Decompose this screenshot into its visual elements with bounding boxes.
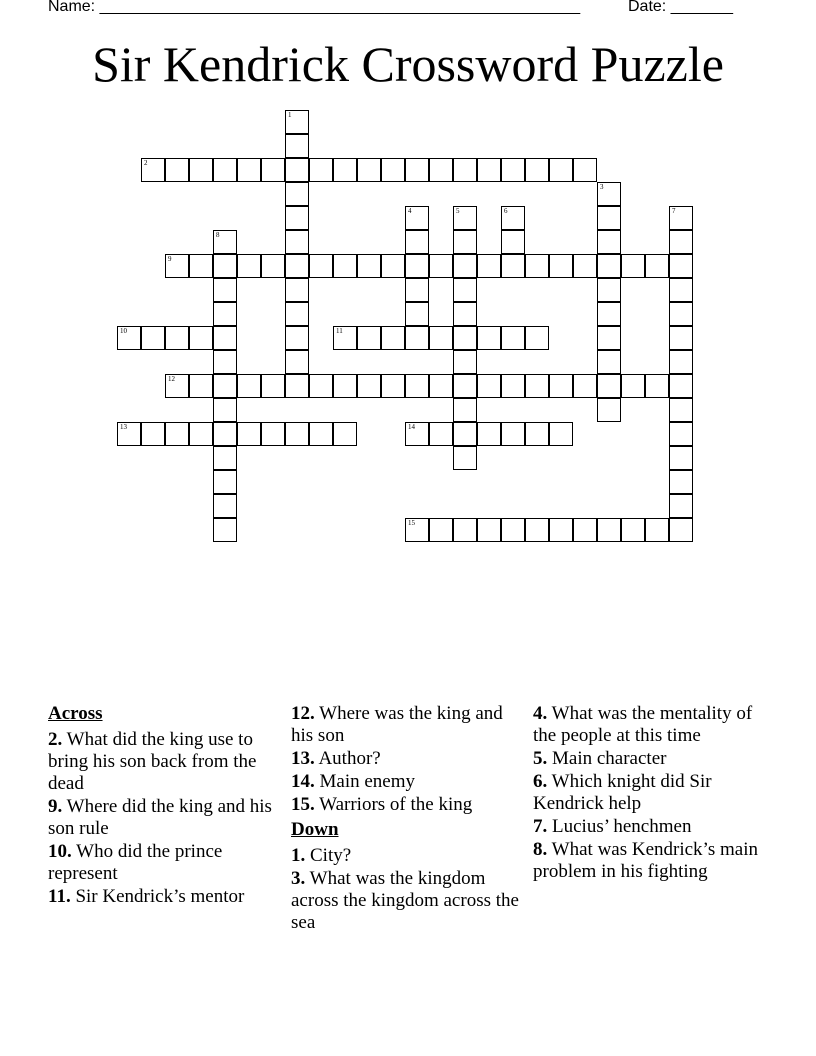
crossword-cell[interactable] <box>525 326 549 350</box>
crossword-cell[interactable] <box>501 206 525 230</box>
clues-column-1 <box>48 703 278 909</box>
crossword-cell[interactable] <box>573 254 597 278</box>
crossword-cell[interactable] <box>333 254 357 278</box>
crossword-cell[interactable] <box>621 374 645 398</box>
crossword-cell[interactable] <box>573 518 597 542</box>
crossword-cell[interactable] <box>357 374 381 398</box>
crossword-cell[interactable] <box>165 158 189 182</box>
crossword-cell[interactable] <box>213 302 237 326</box>
crossword-cell[interactable] <box>669 302 693 326</box>
crossword-cell[interactable] <box>189 374 213 398</box>
crossword-cell[interactable] <box>213 470 237 494</box>
crossword-cell[interactable] <box>117 326 141 350</box>
across-heading: Across <box>48 703 103 724</box>
crossword-cell[interactable] <box>597 302 621 326</box>
crossword-cell[interactable] <box>405 518 429 542</box>
crossword-cell[interactable] <box>525 374 549 398</box>
clue-number: 10 <box>120 327 127 335</box>
crossword-cell[interactable] <box>669 350 693 374</box>
clue-down-5: 5. Main character <box>533 748 667 769</box>
crossword-cell[interactable] <box>645 374 669 398</box>
crossword-cell[interactable] <box>165 254 189 278</box>
crossword-cell[interactable] <box>549 422 573 446</box>
crossword-cell[interactable] <box>333 158 357 182</box>
crossword-cell[interactable] <box>429 518 453 542</box>
crossword-cell[interactable] <box>213 326 237 350</box>
crossword-cell[interactable] <box>165 326 189 350</box>
clue-number: 8 <box>216 231 220 239</box>
crossword-cell[interactable] <box>285 254 309 278</box>
crossword-cell[interactable] <box>501 422 525 446</box>
crossword-cell[interactable] <box>405 302 429 326</box>
crossword-cell[interactable] <box>669 374 693 398</box>
crossword-cell[interactable] <box>285 350 309 374</box>
crossword-cell[interactable] <box>357 326 381 350</box>
crossword-cell[interactable] <box>477 374 501 398</box>
crossword-cell[interactable] <box>381 158 405 182</box>
clue-number: 6 <box>504 207 508 215</box>
crossword-cell[interactable] <box>165 422 189 446</box>
clue-number: 13 <box>120 423 127 431</box>
crossword-cell[interactable] <box>597 350 621 374</box>
crossword-cell[interactable] <box>237 158 261 182</box>
crossword-cell[interactable] <box>477 158 501 182</box>
crossword-cell[interactable] <box>669 494 693 518</box>
crossword-cell[interactable] <box>213 350 237 374</box>
crossword-cell[interactable] <box>669 278 693 302</box>
page-title: Sir Kendrick Crossword Puzzle <box>92 36 724 92</box>
crossword-cell[interactable] <box>189 422 213 446</box>
crossword-cell[interactable] <box>597 182 621 206</box>
crossword-cell[interactable] <box>237 422 261 446</box>
crossword-cell[interactable] <box>333 326 357 350</box>
crossword-cell[interactable] <box>285 134 309 158</box>
down-heading: Down <box>291 819 339 840</box>
clue-across-12: 12. Where was the king and his son <box>291 703 503 746</box>
clue-across-15: 15. Warriors of the king <box>291 794 473 815</box>
clue-number: 7 <box>672 207 676 215</box>
crossword-cell[interactable] <box>261 254 285 278</box>
clue-number: 15 <box>408 519 415 527</box>
crossword-cell[interactable] <box>453 350 477 374</box>
crossword-cell[interactable] <box>453 230 477 254</box>
crossword-cell[interactable] <box>669 326 693 350</box>
crossword-cell[interactable] <box>453 254 477 278</box>
crossword-cell[interactable] <box>597 230 621 254</box>
crossword-cell[interactable] <box>669 470 693 494</box>
crossword-cell[interactable] <box>453 326 477 350</box>
crossword-cell[interactable] <box>669 446 693 470</box>
crossword-cell[interactable] <box>213 518 237 542</box>
clue-number: 11 <box>336 327 343 335</box>
crossword-cell[interactable] <box>189 254 213 278</box>
crossword-cell[interactable] <box>309 374 333 398</box>
crossword-cell[interactable] <box>501 230 525 254</box>
crossword-cell[interactable] <box>525 254 549 278</box>
crossword-cell[interactable] <box>261 422 285 446</box>
clue-down-3: 3. What was the kingdom across the kingdom across the sea <box>291 868 519 933</box>
crossword-cell[interactable] <box>453 518 477 542</box>
crossword-cell[interactable] <box>477 518 501 542</box>
crossword-cell[interactable] <box>309 254 333 278</box>
clue-across-14: 14. Main enemy <box>291 771 416 792</box>
crossword-cell[interactable] <box>501 158 525 182</box>
crossword-cell[interactable] <box>453 446 477 470</box>
clue-across-9: 9. Where did the king and his son rule <box>48 796 272 839</box>
crossword-cell[interactable] <box>429 254 453 278</box>
crossword-cell[interactable] <box>285 230 309 254</box>
crossword-cell[interactable] <box>405 158 429 182</box>
clues-column-2 <box>291 703 521 935</box>
crossword-cell[interactable] <box>669 398 693 422</box>
clue-across-10: 10. Who did the prince represent <box>48 841 223 884</box>
crossword-cell[interactable] <box>213 374 237 398</box>
crossword-cell[interactable] <box>597 326 621 350</box>
crossword-cell[interactable] <box>669 254 693 278</box>
crossword-cell[interactable] <box>237 374 261 398</box>
crossword-cell[interactable] <box>453 302 477 326</box>
clues-column-3 <box>533 703 773 884</box>
name-field-label: Name: ______________________________________________________ <box>48 0 581 15</box>
crossword-cell[interactable] <box>381 326 405 350</box>
crossword-cell[interactable] <box>285 326 309 350</box>
crossword-cell[interactable] <box>453 278 477 302</box>
crossword-cell[interactable] <box>285 374 309 398</box>
crossword-cell[interactable] <box>501 374 525 398</box>
crossword-cell[interactable] <box>381 254 405 278</box>
crossword-cell[interactable] <box>573 374 597 398</box>
crossword-cell[interactable] <box>597 518 621 542</box>
crossword-cell[interactable] <box>141 326 165 350</box>
crossword-cell[interactable] <box>165 374 189 398</box>
crossword-cell[interactable] <box>285 110 309 134</box>
crossword-cell[interactable] <box>405 206 429 230</box>
clue-number: 9 <box>168 255 172 263</box>
crossword-cell[interactable] <box>213 398 237 422</box>
crossword-cell[interactable] <box>525 518 549 542</box>
crossword-cell[interactable] <box>285 158 309 182</box>
clue-across-13: 13. Author? <box>291 748 381 769</box>
crossword-cell[interactable] <box>405 326 429 350</box>
crossword-cell[interactable] <box>453 422 477 446</box>
crossword-cell[interactable] <box>285 422 309 446</box>
crossword-cell[interactable] <box>453 374 477 398</box>
crossword-cell[interactable] <box>213 254 237 278</box>
clue-number: 2 <box>144 159 148 167</box>
crossword-cell[interactable] <box>549 158 573 182</box>
crossword-cell[interactable] <box>669 206 693 230</box>
crossword-cell[interactable] <box>117 422 141 446</box>
crossword-cell[interactable] <box>669 518 693 542</box>
crossword-cell[interactable] <box>429 158 453 182</box>
crossword-cell[interactable] <box>237 254 261 278</box>
clue-down-7: 7. Lucius’ henchmen <box>533 816 692 837</box>
crossword-cell[interactable] <box>621 254 645 278</box>
clue-down-8: 8. What was Kendrick’s main problem in his fighting <box>533 839 758 882</box>
clue-number: 5 <box>456 207 460 215</box>
clue-number: 1 <box>288 111 292 119</box>
crossword-cell[interactable] <box>501 326 525 350</box>
clue-down-6: 6. Which knight did Sir Kendrick help <box>533 771 712 814</box>
crossword-cell[interactable] <box>597 278 621 302</box>
crossword-cell[interactable] <box>429 326 453 350</box>
crossword-cell[interactable] <box>357 158 381 182</box>
crossword-cell[interactable] <box>525 422 549 446</box>
clue-down-1: 1. City? <box>291 845 352 866</box>
crossword-cell[interactable] <box>429 374 453 398</box>
crossword-cell[interactable] <box>549 518 573 542</box>
crossword-cell[interactable] <box>405 374 429 398</box>
crossword-cell[interactable] <box>141 422 165 446</box>
clue-number: 14 <box>408 423 415 431</box>
crossword-cell[interactable] <box>621 518 645 542</box>
clue-number: 12 <box>168 375 175 383</box>
crossword-cell[interactable] <box>645 254 669 278</box>
crossword-cell[interactable] <box>501 518 525 542</box>
crossword-cell[interactable] <box>213 158 237 182</box>
crossword-cell[interactable] <box>453 398 477 422</box>
crossword-cell[interactable] <box>213 422 237 446</box>
crossword-cell[interactable] <box>189 158 213 182</box>
crossword-cell[interactable] <box>357 254 381 278</box>
clue-across-11: 11. Sir Kendrick’s mentor <box>48 886 245 907</box>
crossword-cell[interactable] <box>573 158 597 182</box>
crossword-cell[interactable] <box>597 254 621 278</box>
crossword-cell[interactable] <box>333 422 357 446</box>
crossword-cell[interactable] <box>477 422 501 446</box>
crossword-cell[interactable] <box>477 326 501 350</box>
clue-number: 3 <box>600 183 604 191</box>
clue-across-2: 2. What did the king use to bring his son back from the dead <box>48 729 257 794</box>
crossword-cell[interactable] <box>453 158 477 182</box>
crossword-cell[interactable] <box>333 374 357 398</box>
crossword-cell[interactable] <box>141 158 165 182</box>
crossword-cell[interactable] <box>453 206 477 230</box>
crossword-cell[interactable] <box>645 518 669 542</box>
crossword-cell[interactable] <box>429 422 453 446</box>
crossword-cell[interactable] <box>525 158 549 182</box>
crossword-cell[interactable] <box>549 254 573 278</box>
crossword-cell[interactable] <box>405 254 429 278</box>
crossword-cell[interactable] <box>309 422 333 446</box>
crossword-cell[interactable] <box>405 422 429 446</box>
crossword-cell[interactable] <box>597 398 621 422</box>
crossword-cell[interactable] <box>285 182 309 206</box>
crossword-cell[interactable] <box>669 230 693 254</box>
crossword-cell[interactable] <box>501 254 525 278</box>
crossword-cell[interactable] <box>477 254 501 278</box>
crossword-cell[interactable] <box>597 206 621 230</box>
crossword-cell[interactable] <box>285 278 309 302</box>
crossword-cell[interactable] <box>261 374 285 398</box>
crossword-cell[interactable] <box>669 422 693 446</box>
crossword-cell[interactable] <box>285 302 309 326</box>
crossword-cell[interactable] <box>189 326 213 350</box>
crossword-cell[interactable] <box>285 206 309 230</box>
crossword-cell[interactable] <box>597 374 621 398</box>
crossword-cell[interactable] <box>381 374 405 398</box>
crossword-cell[interactable] <box>213 230 237 254</box>
crossword-cell[interactable] <box>405 278 429 302</box>
crossword-cell[interactable] <box>213 278 237 302</box>
date-field-label: Date: _______ <box>628 0 733 15</box>
clue-number: 4 <box>408 207 412 215</box>
crossword-cell[interactable] <box>213 446 237 470</box>
crossword-cell[interactable] <box>261 158 285 182</box>
clue-down-4: 4. What was the mentality of the people at this time <box>533 703 753 746</box>
crossword-cell[interactable] <box>405 230 429 254</box>
crossword-cell[interactable] <box>549 374 573 398</box>
crossword-cell[interactable] <box>309 158 333 182</box>
crossword-cell[interactable] <box>213 494 237 518</box>
